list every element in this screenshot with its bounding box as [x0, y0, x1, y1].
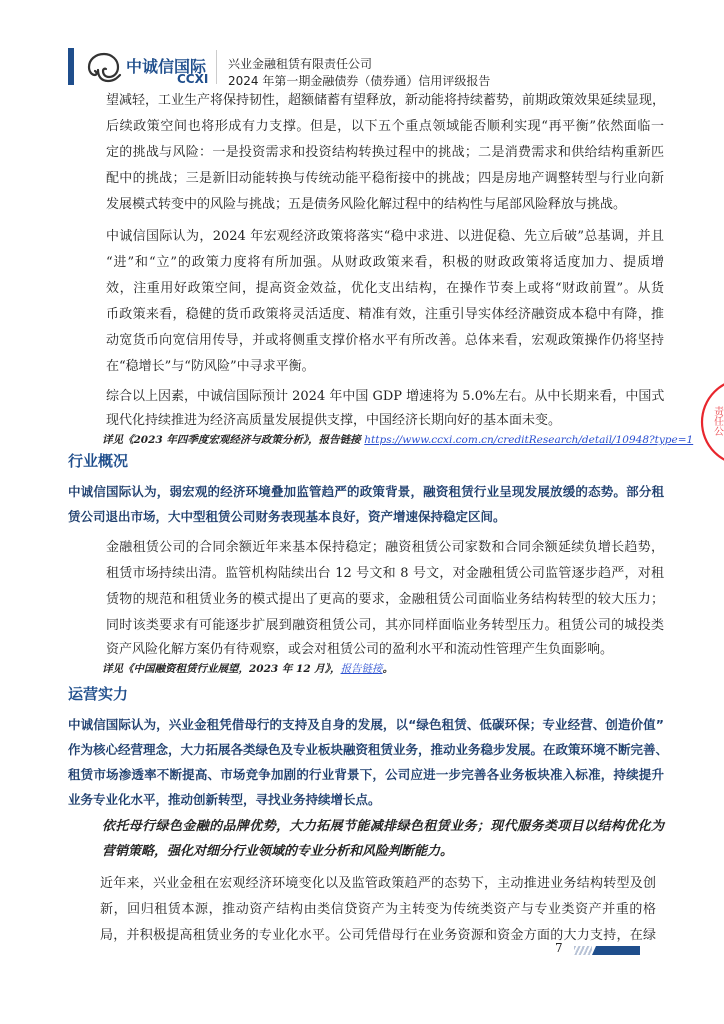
- section-title-operations: 运营实力: [68, 685, 129, 703]
- text-line: 资产风险化解方案仍有待观察，或会对租赁公司的盈利水平和流动性管理产生负面影响。: [106, 642, 614, 657]
- text-line: 中诚信国际认为，2024 年宏观经济政策将落实“稳中求进、以进促稳、先立后破”总基调，并且: [106, 229, 664, 244]
- text-line: 配中的挑战；三是新旧动能转换与传统动能平稳衔接中的挑战；四是房地产调整转型与行业向新: [106, 171, 664, 186]
- text-line: 后续政策空间也将形成有力支撑。但是，以下五个重点领域能否顺利实现“再平衡”依然面临一: [106, 119, 664, 134]
- text-line: 租赁市场持续出清。监管机构陆续出台 12 号文和 8 号文，对金融租赁公司监管逐步趋严，对租: [106, 566, 664, 581]
- reference-macro-report: [102, 433, 693, 447]
- text-line: 近年来，兴业金租在宏观经济环境变化以及监管政策趋严的态势下，主动推进业务结构转型及创: [100, 876, 656, 891]
- logo-cn-text: 中诚信国际: [126, 57, 207, 76]
- report-link[interactable]: 报告链接: [340, 663, 383, 675]
- highlight-line: 营销策略，强化对细分行业领域的专业分析和风险判断能力。: [102, 844, 454, 859]
- seal-lettering: 责任公: [711, 406, 723, 436]
- reference-prefix: 详见《中国融资租赁行业展望，2023 年 12 月》，: [102, 663, 341, 675]
- header-company: 兴业金融租赁有限责任公司: [228, 57, 373, 71]
- text-line: 同时该类要求有可能逐步扩展到融资租赁公司，其亦同样面临业务转型压力。租赁公司的城投类: [106, 618, 664, 633]
- elephant-logo-icon: [84, 50, 124, 86]
- summary-line: 作为核心经营理念，大力拓展各类绿色及专业板块融资租赁业务，推动业务稳步发展。在政策环境不断完善、: [68, 742, 669, 757]
- section-title-industry: 行业概况: [68, 452, 129, 470]
- text-line: 现代化持续推进为经济高质量发展提供支撑，中国经济长期向好的基本面未变。: [106, 413, 562, 428]
- footer-stripes-icon: [574, 946, 592, 955]
- company-seal: [700, 376, 724, 468]
- header-report-title: 2024 年第一期金融债券（债券通）信用评级报告: [228, 74, 491, 88]
- text-line: “进”和“立”的政策力度将有所加强。从财政政策来看，积极的财政政策将适度加力、提质增: [106, 255, 664, 270]
- text-line: 综合以上因素，中诚信国际预计 2024 年中国 GDP 增速将为 5.0%左右。从中长期来看，中国式: [106, 389, 665, 404]
- text-line: 在“稳增长”与“防风险”中寻求平衡。: [106, 359, 315, 374]
- header-accent-bar: [68, 48, 74, 85]
- summary-line: 赁公司退出市场，大中型租赁公司财务表现基本良好，资产增速保持稳定区间。: [68, 509, 506, 524]
- text-line: 新，回归租赁本源，推动资产结构由类信贷资产为主转变为传统类资产与专业类资产并重的格: [100, 902, 656, 917]
- page-number: 7: [555, 941, 563, 955]
- logo-en-text: CCXI: [177, 72, 209, 86]
- highlight-line: 依托母行绿色金融的品牌优势，大力拓展节能减排绿色租赁业务；现代服务类项目以结构优化为: [102, 819, 664, 834]
- summary-line: 租赁市场渗透率不断提高、市场竞争加剧的行业背景下，公司应进一步完善各业务板块准入标准，持续提升: [68, 767, 664, 782]
- text-line: 动宽货币向宽信用传导，并或将侧重支撑价格水平有所改善。总体来看，宏观政策操作仍将坚持: [106, 333, 664, 348]
- text-line: 金融租赁公司的合同余额近年来基本保持稳定；融资租赁公司家数和合同余额延续负增长趋势，: [106, 540, 664, 555]
- summary-line: 业务专业化水平，推动创新转型，寻找业务持续增长点。: [68, 792, 381, 807]
- text-line: 发展模式转变中的风险与挑战；五是债务风险化解过程中的结构性与尾部风险释放与挑战。: [106, 197, 627, 212]
- text-line: 局，并积极提高租赁业务的专业化水平。公司凭借母行在业务资源和资金方面的大力支持，在绿: [100, 928, 656, 943]
- reference-suffix: 。: [382, 663, 394, 675]
- text-line: 效，注重用好政策空间，提高资金效益，优化支出结构，在操作节奏上或将“财政前置”。从货: [106, 281, 664, 296]
- ccxi-logo: [84, 48, 214, 86]
- summary-line: 中诚信国际认为，弱宏观的经济环境叠加监管趋严的政策背景，融资租赁行业呈现发展放缓的态势。部分租: [68, 484, 664, 499]
- summary-line: 中诚信国际认为，兴业金租凭借母行的支持及自身的发展，以“绿色租赁、低碳环保；专业经营、创造价值”: [68, 717, 664, 732]
- text-line: 望减轻，工业生产将保持韧性，超额储蓄有望释放，新动能将持续蓄势，前期政策效果延续显现，: [106, 93, 666, 108]
- report-link[interactable]: https://www.ccxi.com.cn/creditResearch/detail/10948?type=1: [364, 434, 694, 446]
- footer-accent-bar: [592, 946, 640, 955]
- text-line: 定的挑战与风险：一是投资需求和投资结构转换过程中的挑战；二是消费需求和供给结构重新匹: [106, 145, 664, 160]
- reference-industry-report: [102, 662, 393, 676]
- header-divider: [216, 50, 217, 84]
- text-line: 币政策来看，稳健的货币政策将灵活适度、精准有效，注重引导实体经济融资成本稳中有降，推: [106, 307, 664, 322]
- reference-prefix: 详见《2023 年四季度宏观经济与政策分析》，报告链接: [102, 434, 365, 446]
- text-line: 赁物的规范和租赁业务的模式提出了更高的要求，金融租赁公司面临业务结构转型的较大压力；: [106, 592, 664, 607]
